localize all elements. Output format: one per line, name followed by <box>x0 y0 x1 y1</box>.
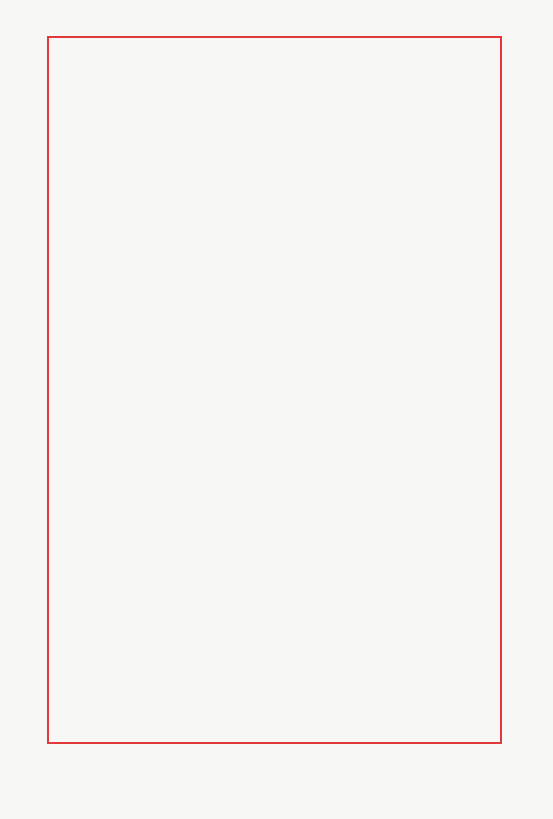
sheet-frame <box>47 36 502 744</box>
